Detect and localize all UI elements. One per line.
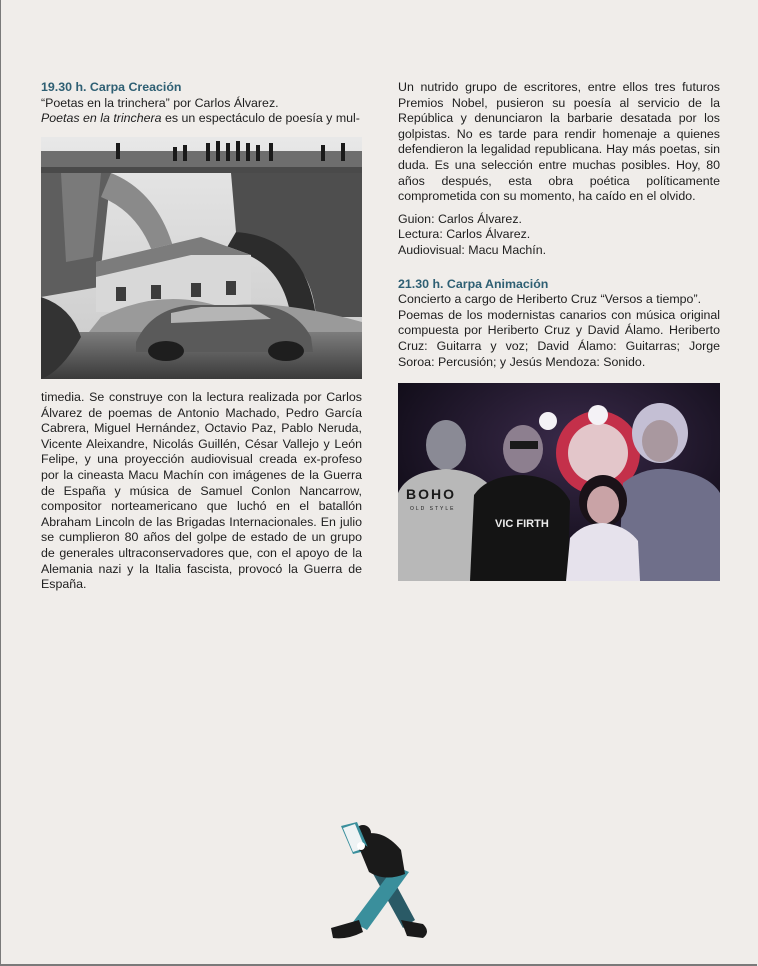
shirt-text-vicfirth: VIC FIRTH [495,518,549,530]
band-photo [398,383,720,581]
shirt-text-oldstyle: OLD STYLE [410,506,456,512]
event1-heading: 19.30 h. Carpa Creación [41,80,182,94]
event1-line1: “Poetas en la trinchera” por Carlos Álvarez. [41,95,279,110]
shirt-text-boho: BOHO [406,486,456,502]
right-column [398,80,720,370]
mascot-figure-logo [327,820,435,945]
event1-intro-rest: es un espectáculo de poesía y mul- [161,111,360,126]
event1-body: timedia. Se construye con la lectura realizada por Carlos Álvarez de poemas de Antonio Machado, Pedro García Cabrera, Miguel Hernández, Octavio Paz, Pablo Neruda, Vicente Aleixandre, Nicolás Guillén, César Vallejo y León Felipe, y una proyección audiovisual creada ex-profeso por la cineasta Macu Machín con imágenes de la Guerra de España y música de Samuel Conlon Nancarrow, compositor norteamericano que luchó en el batallón Abraham Lincoln de las Brigadas Internacionales. En julio se cumplieron 80 años del golpe de estado de un grupo de generales ultraconservadores que, con el apoyo de la Alemania nazi y la Italia fascista, provocó la Guerra de España. [41,390,362,592]
credit-audiovisual: Audiovisual: Macu Machín. [398,242,547,257]
bridge-war-photo [41,137,362,379]
credit-lectura: Lectura: Carlos Álvarez. [398,227,531,242]
event1-intro [41,111,362,127]
event1-credits [398,212,720,259]
event2-body: Poemas de los modernistas canarios con música original compuesta por Heriberto Cruz y David Álamo. Heriberto Cruz: Guitarra y voz; David Álamo: Guitarras; Jorge Soroa: Percusión; y Jesús Mendoza: Sonido. [398,307,720,369]
event1-title-italic: Poetas en la trinchera [41,111,162,126]
event1-continuation: Un nutrido grupo de escritores, entre ellos tres futuros Premios Nobel, pusieron su poesía al servicio de la República y denunciaron la barbarie desatada por los golpistas. No es tarde para rendir homenaje a quienes defendieron la legalidad republicana. Hay más poetas, sin duda. Es una selección entre muchas posibles. Hoy, 80 años después, esta obra poética políticamente comprometida con su momento, ha caído en el olvido. [398,80,720,204]
event2-line1: Concierto a cargo de Heriberto Cruz “Versos a tiempo”. [398,292,702,307]
credit-guion: Guion: Carlos Álvarez. [398,211,522,226]
event2-section [398,277,720,371]
left-column-top [41,80,362,127]
event2-heading: 21.30 h. Carpa Animación [398,276,549,291]
left-column-body [41,390,362,593]
